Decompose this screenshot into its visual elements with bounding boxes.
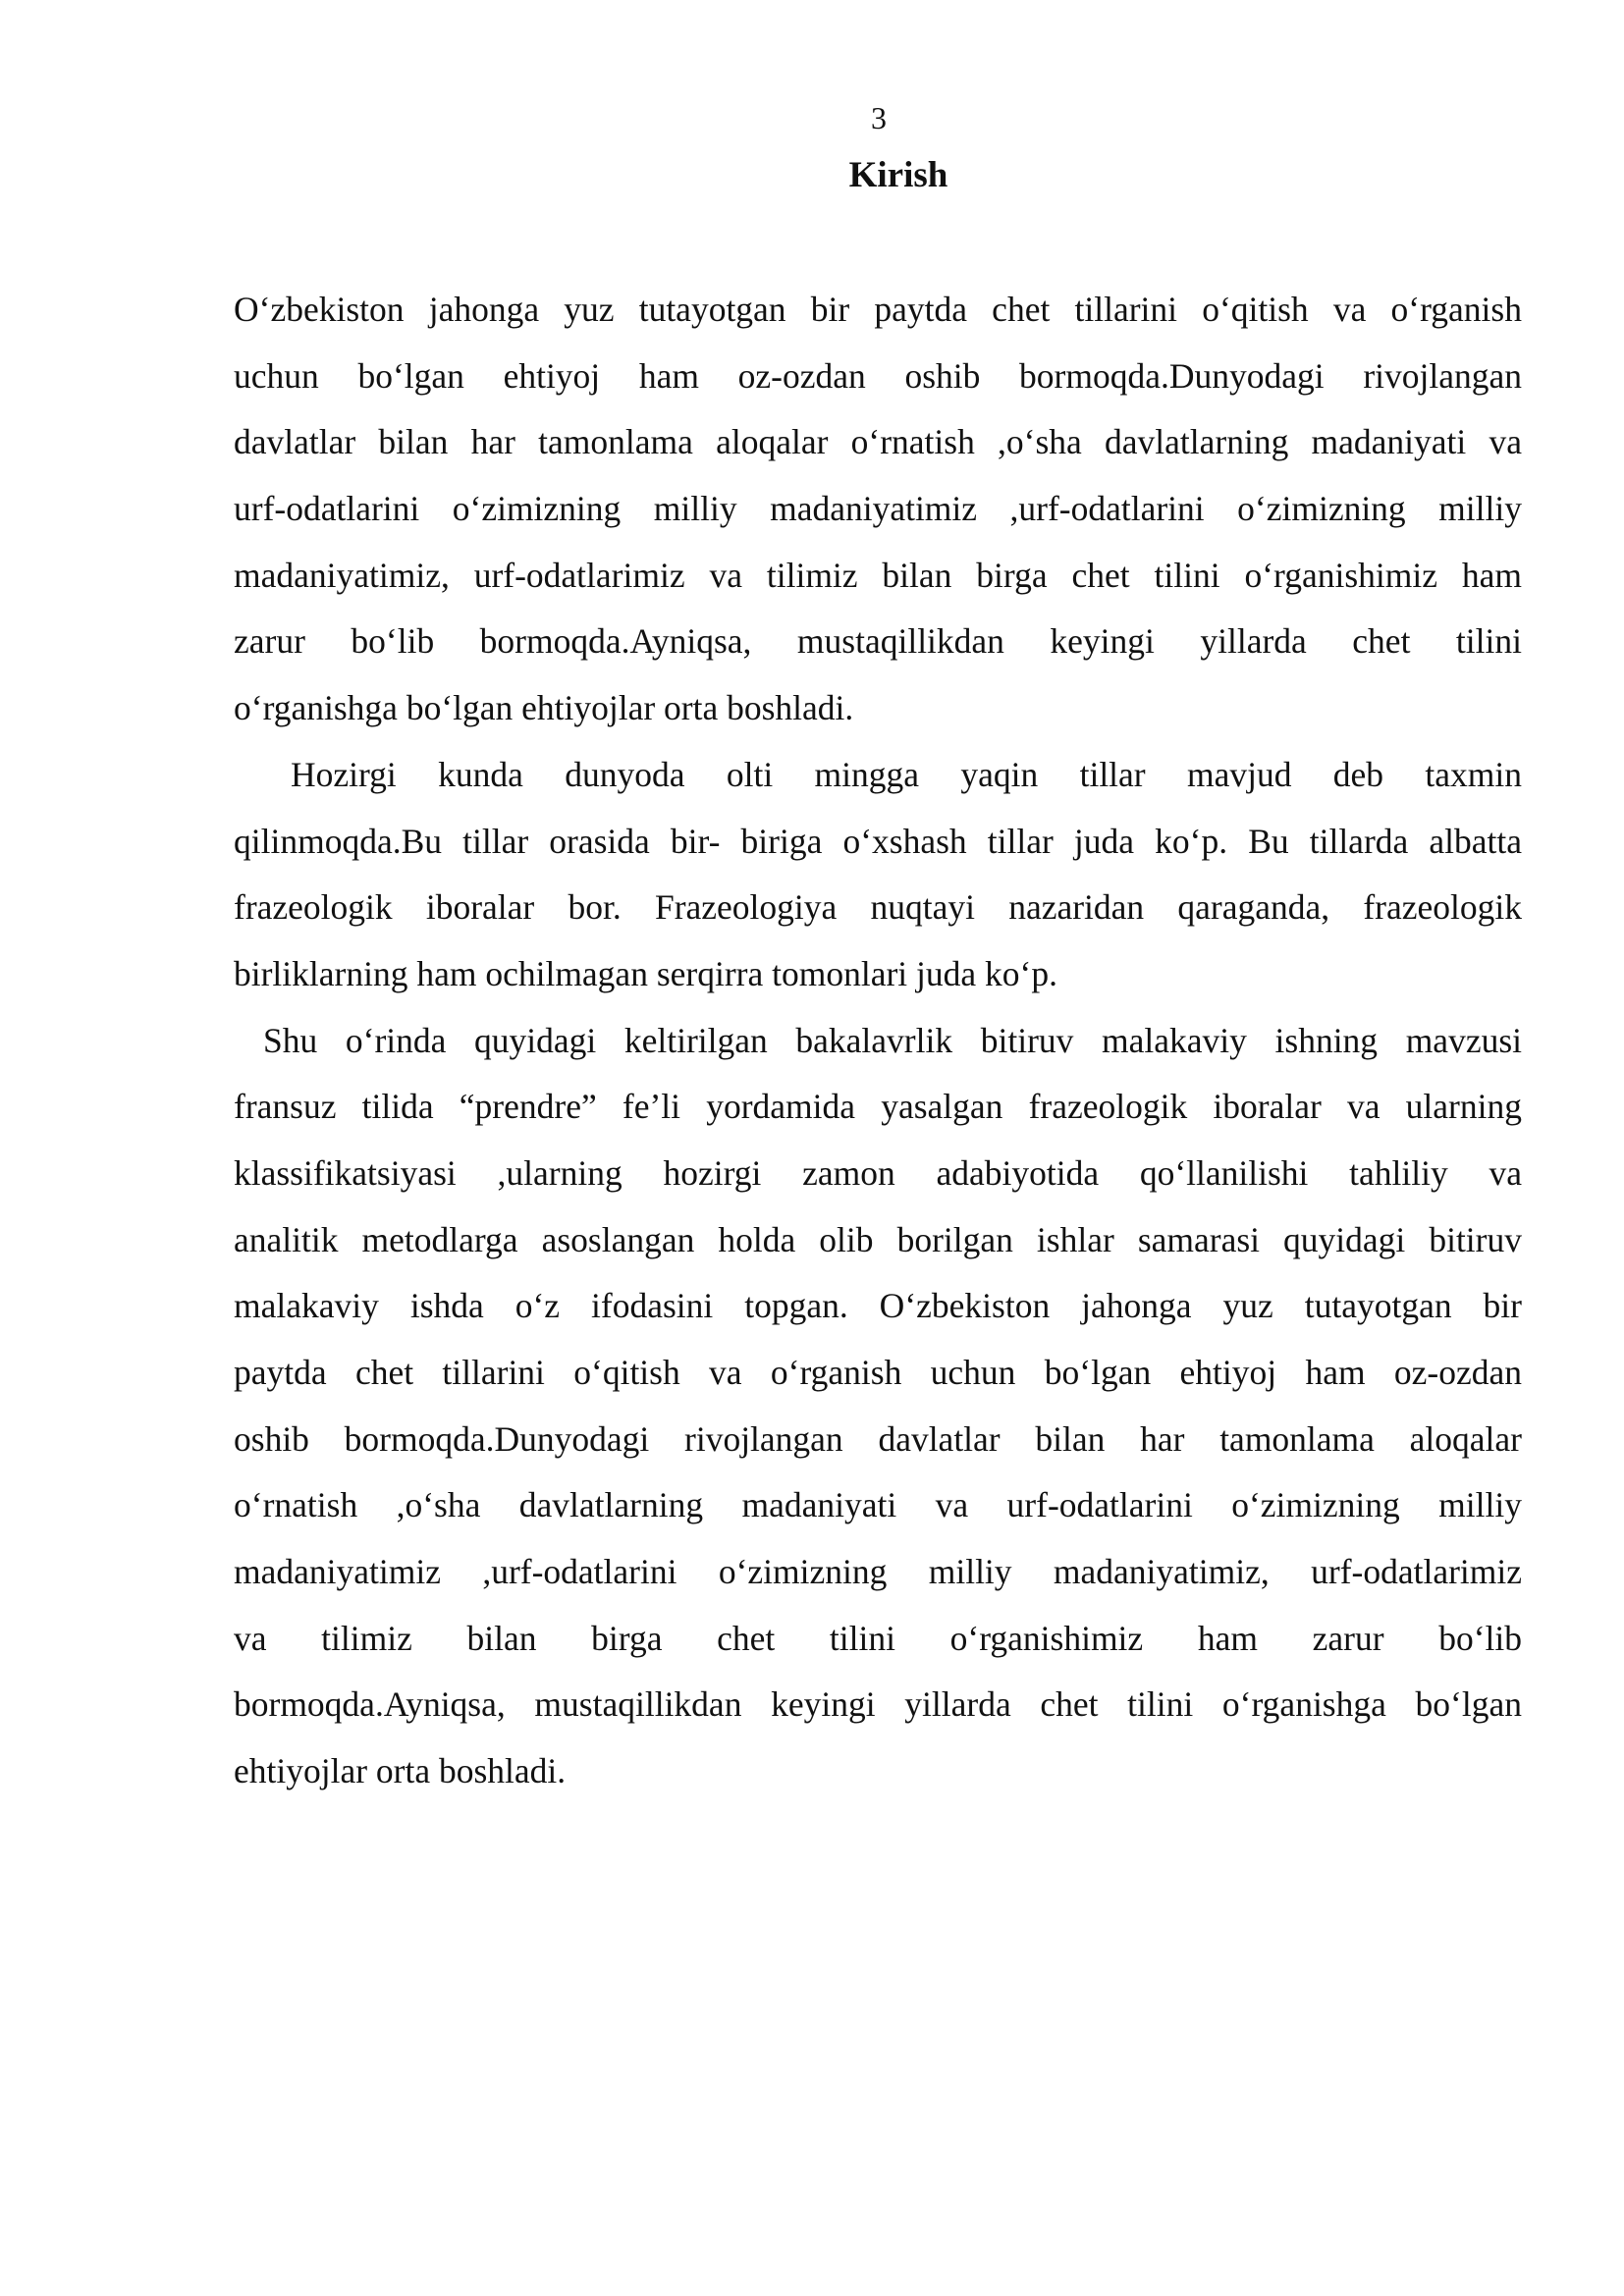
text-line: fransuz tilida “prendre” feʼli yordamida yasalgan frazeologik iboralar va ularning <box>234 1087 1522 1127</box>
text-line: ehtiyojlar orta boshladi. <box>234 1751 567 1791</box>
text-line: Oʻzbekiston jahonga yuz tutayotgan bir paytda chet tillarini oʻqitish va oʻrganish <box>234 290 1522 329</box>
text-line: frazeologik iboralar bor. Frazeologiya nuqtayi nazaridan qaraganda, frazeologik <box>234 887 1522 928</box>
text-line: klassifikatsiyasi ,ularning hozirgi zamon adabiyotida qoʻllanilishi tahliliy va <box>234 1152 1522 1193</box>
text-line: madaniyatimiz, urf-odatlarimiz va tilimiz bilan birga chet tilini oʻrganishimiz ham <box>234 555 1522 595</box>
text-line: uchun boʻlgan ehtiyoj ham oz-ozdan oshib bormoqda.Dunyodagi rivojlangan <box>234 355 1522 396</box>
page-number: 3 <box>871 100 887 135</box>
text-line: zarur boʻlib bormoqda.Ayniqsa, mustaqillikdan keyingi yillarda chet tilini <box>234 621 1522 662</box>
text-line: Hozirgi kunda dunyoda olti mingga yaqin tillar mavjud deb taxmin <box>291 754 1522 794</box>
page-title: Kirish <box>848 155 948 195</box>
text-line: oshib bormoqda.Dunyodagi rivojlangan davlatlar bilan har tamonlama aloqalar <box>234 1418 1522 1459</box>
text-line: urf-odatlarini oʻzimizning milliy madaniyatimiz ,urf-odatlarini oʻzimizning milliy <box>234 489 1522 529</box>
text-line: bormoqda.Ayniqsa, mustaqillikdan keyingi yillarda chet tilini oʻrganishga boʻlgan <box>234 1684 1522 1725</box>
text-line: birliklarning ham ochilmagan serqirra tomonlari juda koʻp. <box>234 953 1057 993</box>
text-line: paytda chet tillarini oʻqitish va oʻrganish uchun boʻlgan ehtiyoj ham oz-ozdan <box>234 1353 1522 1392</box>
text-line: va tilimiz bilan birga chet tilini oʻrganishimiz ham zarur boʻlib <box>234 1618 1522 1658</box>
text-line: malakaviy ishda oʻz ifodasini topgan. Oʻzbekiston jahonga yuz tutayotgan bir <box>234 1286 1522 1326</box>
text-line: oʻrganishga boʻlgan ehtiyojlar orta boshladi. <box>234 688 854 728</box>
text-line: oʻrnatish ,oʻsha davlatlarning madaniyati va urf-odatlarini oʻzimizning milliy <box>234 1485 1522 1525</box>
text-line: davlatlar bilan har tamonlama aloqalar oʻrnatish ,oʻsha davlatlarning madaniyati va <box>234 422 1522 462</box>
text-line: qilinmoqda.Bu tillar orasida bir- biriga oʻxshash tillar juda koʻp. Bu tillarda albatta <box>234 821 1522 861</box>
body-text <box>234 286 1522 1814</box>
text-line: madaniyatimiz ,urf-odatlarini oʻzimizning milliy madaniyatimiz, urf-odatlarimiz <box>234 1552 1522 1592</box>
text-line: Shu oʻrinda quyidagi keltirilgan bakalavrlik bitiruv malakaviy ishning mavzusi <box>263 1020 1522 1060</box>
text-line: analitik metodlarga asoslangan holda olib borilgan ishlar samarasi quyidagi bitiruv <box>234 1219 1522 1259</box>
